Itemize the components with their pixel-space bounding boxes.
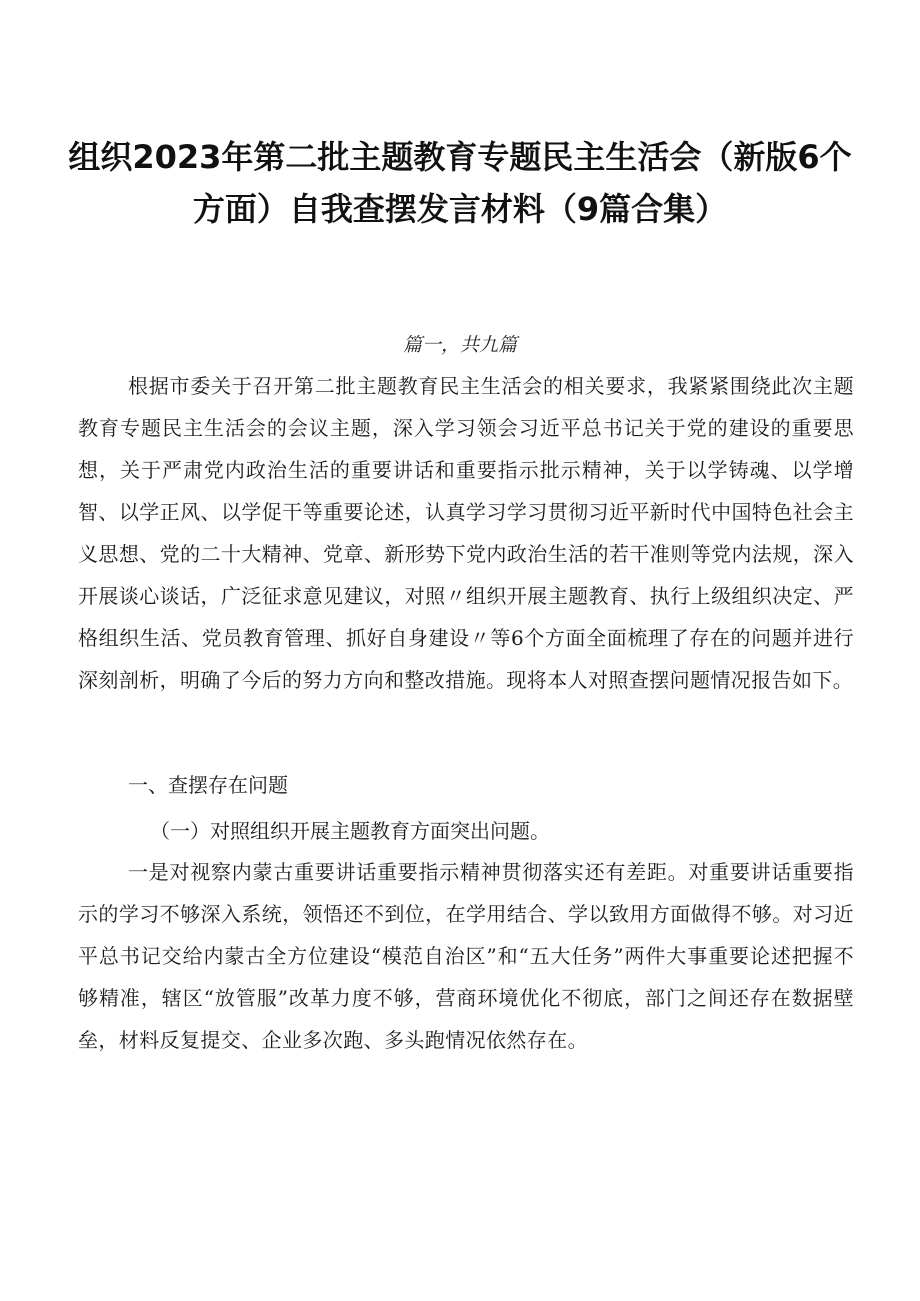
- document-title-line-2: 方面）自我查摆发言材料（9篇合集）: [192, 190, 728, 228]
- document-subtitle: 篇一，共九篇: [402, 334, 517, 356]
- subsection-heading: （一）对照组织开展主题教育方面突出问题。: [150, 819, 550, 843]
- intro-paragraph: 根据市委关于召开第二批主题教育民主生活会的相关要求，我紧紧围绕此次主题教育专题民主生活会的会议主题，深入学习领会习近平总书记关于党的建设的重要思想，关于严肃党内政治生活的重要讲话和重要指示批示精神，关于以学铸魂、以学增智、以学正风、以学促干等重要论述，认真学习学习贯彻习近平新时代中国特色社会主义思想、党的二十大精神、党章、新形势下党内政治生活的若干准则等党内法规，深入开展谈心谈话，广泛征求意见建议，对照〃组织开展主题教育、执行上级组织决定、严格组织生活、党员教育管理、抓好自身建设〃等6个方面全面梳理了存在的问题并进行深刻剖析，明确了今后的努力方向和整改措施。现将本人对照查摆问题情况报告如下。: [78, 374, 854, 692]
- document-title-line-1: 组织2023年第二批主题教育专题民主生活会（新版6个: [68, 138, 852, 176]
- section-heading: 一、查摆存在问题: [128, 773, 288, 797]
- problem-paragraph: 一是对视察内蒙古重要讲话重要指示精神贯彻落实还有差距。对重要讲话重要指示的学习不够深入系统，领悟还不到位，在学用结合、学以致用方面做得不够。对习近平总书记交给内蒙古全方位建设“模范自治区”和“五大任务”两件大事重要论述把握不够精准，辖区“放管服”改革力度不够，营商环境优化不彻底，部门之间还存在数据壁垒，材料反复提交、企业多次跑、多头跑情况依然存在。: [78, 860, 854, 1052]
